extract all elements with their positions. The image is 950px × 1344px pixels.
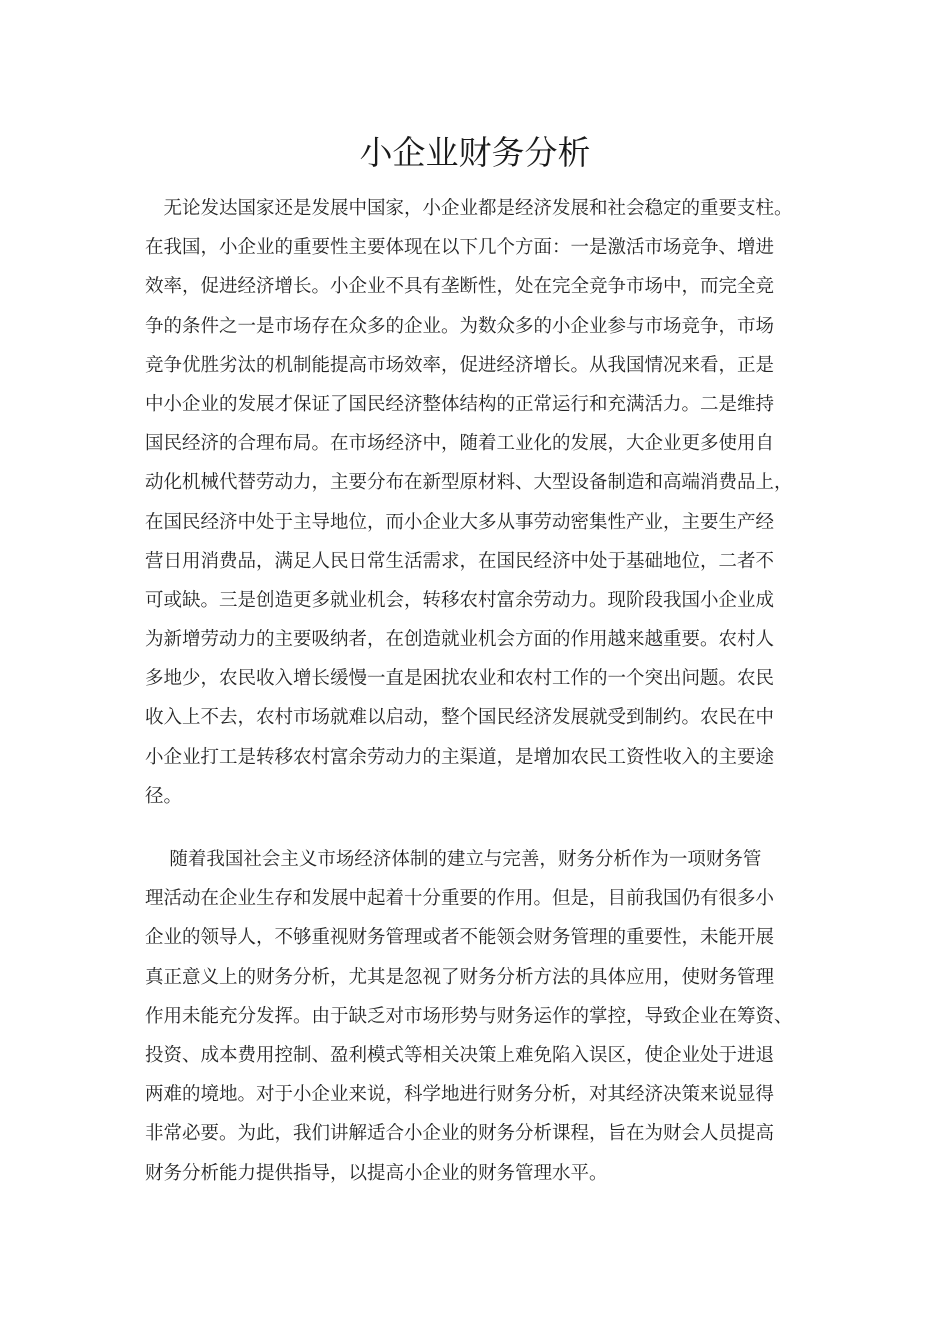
paragraph-line: 收入上不去，农村市场就难以启动，整个国民经济发展就受到制约。农民在中 xyxy=(145,707,775,729)
paragraph-line: 径。 xyxy=(145,785,183,807)
paragraph-line: 财务分析能力提供指导，以提高小企业的财务管理水平。 xyxy=(145,1162,608,1184)
paragraph-line: 两难的境地。对于小企业来说，科学地进行财务分析，对其经济决策来说显得 xyxy=(145,1084,775,1106)
paragraph-line: 作用未能充分发挥。由于缺乏对市场形势与财务运作的掌控，导致企业在筹资、 xyxy=(145,1005,793,1027)
paragraph-line: 投资、成本费用控制、盈利模式等相关决策上难免陷入误区，使企业处于进退 xyxy=(145,1044,775,1066)
paragraph-importance xyxy=(145,189,825,816)
paragraph-line: 多地少，农民收入增长缓慢一直是困扰农业和农村工作的一个突出问题。农民 xyxy=(145,668,775,690)
paragraph-line: 竞争优胜劣汰的机制能提高市场效率，促进经济增长。从我国情况来看，正是 xyxy=(145,354,775,376)
paragraph-line: 中小企业的发展才保证了国民经济整体结构的正常运行和充满活力。二是维持 xyxy=(145,393,775,415)
paragraph-line: 动化机械代替劳动力，主要分布在新型原材料、大型设备制造和高端消费品上， xyxy=(145,472,793,494)
paragraph-line: 真正意义上的财务分析，尤其是忽视了财务分析方法的具体应用，使财务管理 xyxy=(145,966,775,988)
paragraph-line: 可或缺。三是创造更多就业机会，转移农村富余劳动力。现阶段我国小企业成 xyxy=(145,589,775,611)
paragraph-line: 企业的领导人，不够重视财务管理或者不能领会财务管理的重要性，未能开展 xyxy=(145,927,775,949)
paragraph-financial-analysis xyxy=(145,840,825,1193)
paragraph-line: 为新增劳动力的主要吸纳者，在创造就业机会方面的作用越来越重要。农村人 xyxy=(145,629,775,651)
paragraph-line: 小企业打工是转移农村富余劳动力的主渠道，是增加农民工资性收入的主要途 xyxy=(145,746,775,768)
paragraph-line: 争的条件之一是市场存在众多的企业。为数众多的小企业参与市场竞争，市场 xyxy=(145,315,775,337)
document-title: 小企业财务分析 xyxy=(359,133,591,172)
paragraph-line: 营日用消费品，满足人民日常生活需求，在国民经济中处于基础地位，二者不 xyxy=(145,550,775,572)
paragraph-line: 国民经济的合理布局。在市场经济中，随着工业化的发展，大企业更多使用自 xyxy=(145,433,775,455)
paragraph-line: 理活动在企业生存和发展中起着十分重要的作用。但是，目前我国仍有很多小 xyxy=(145,888,775,910)
paragraph-line: 随着我国社会主义市场经济体制的建立与完善，财务分析作为一项财务管 xyxy=(145,849,762,870)
paragraph-line: 效率，促进经济增长。小企业不具有垄断性，处在完全竞争市场中，而完全竞 xyxy=(145,276,775,298)
paragraph-line: 在我国，小企业的重要性主要体现在以下几个方面：一是激活市场竞争、增进 xyxy=(145,237,775,259)
paragraph-line: 非常必要。为此，我们讲解适合小企业的财务分析课程，旨在为财会人员提高 xyxy=(145,1123,775,1145)
paragraph-line: 在国民经济中处于主导地位，而小企业大多从事劳动密集性产业，主要生产经 xyxy=(145,511,775,533)
paragraph-line: 无论发达国家还是发展中国家，小企业都是经济发展和社会稳定的重要支柱。 xyxy=(145,198,793,219)
